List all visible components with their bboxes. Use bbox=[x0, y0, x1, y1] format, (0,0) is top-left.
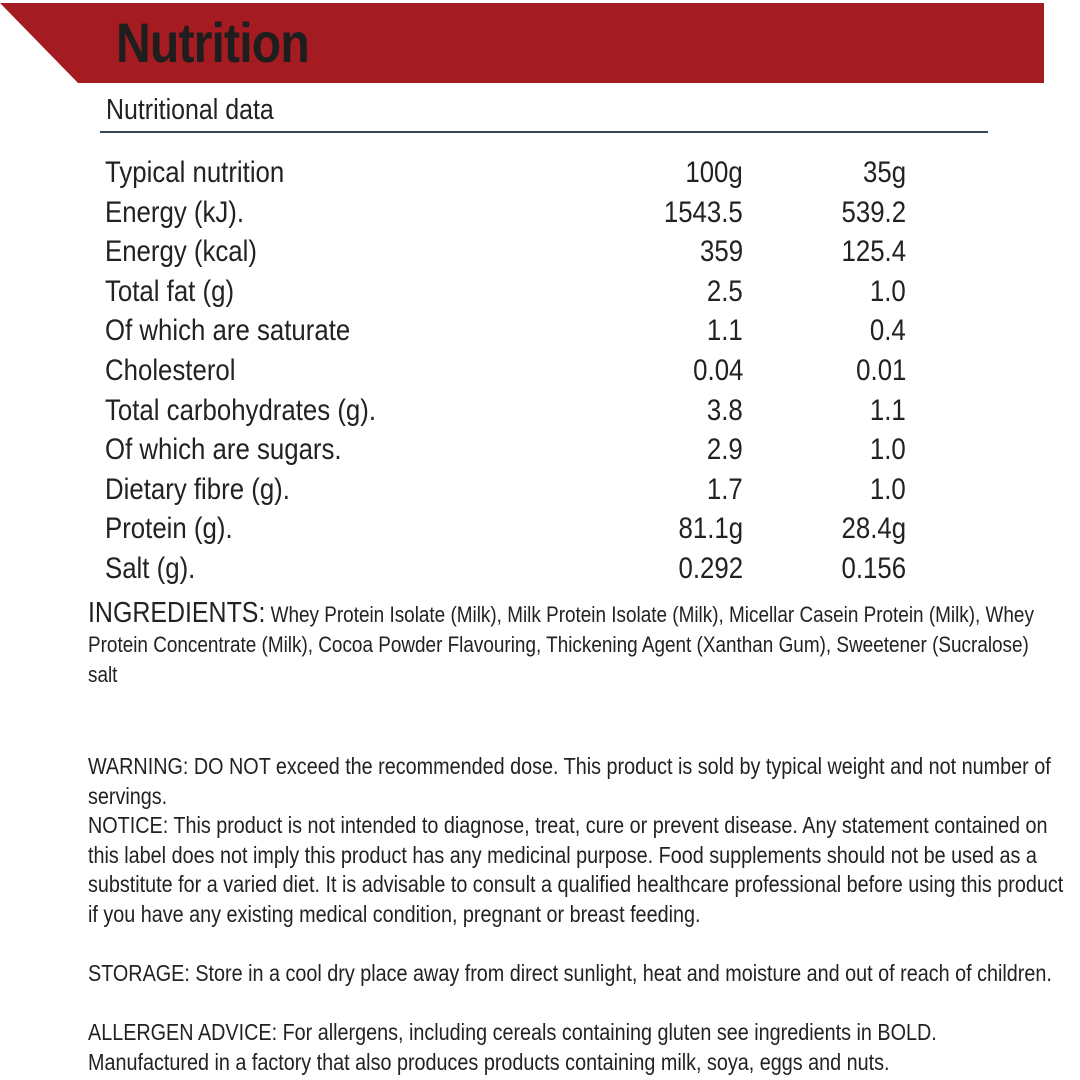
manufactured-text: Manufactured in a factory that also produces products containing milk, soya, eggs and nuts. bbox=[88, 1048, 890, 1075]
value-100g: 3.8 bbox=[707, 393, 743, 427]
table-row bbox=[0, 430, 1080, 470]
table-row bbox=[0, 193, 1080, 233]
ingredients-heading: INGREDIENTS: bbox=[88, 597, 266, 629]
table-header-row bbox=[0, 153, 1080, 193]
nutrient-label: Of which are saturate bbox=[105, 314, 351, 348]
value-100g: 2.5 bbox=[707, 274, 743, 308]
table-row bbox=[0, 470, 1080, 510]
nutrient-label: Total carbohydrates (g). bbox=[105, 393, 377, 427]
nutrient-label: Total fat (g) bbox=[105, 274, 235, 308]
table-row bbox=[0, 311, 1080, 351]
nutrient-label: Of which are sugars. bbox=[105, 433, 342, 467]
table-row bbox=[0, 549, 1080, 589]
nutrient-label: Salt (g). bbox=[105, 551, 196, 585]
page-title: Nutrition bbox=[116, 11, 309, 74]
nutrient-label: Dietary fibre (g). bbox=[105, 472, 290, 506]
value-100g: 0.292 bbox=[678, 551, 743, 585]
table-row bbox=[0, 391, 1080, 431]
table-row bbox=[0, 509, 1080, 549]
nutrient-label: Energy (kJ). bbox=[105, 195, 245, 229]
nutrient-label: Protein (g). bbox=[105, 512, 233, 546]
storage-text: STORAGE: Store in a cool dry place away from direct sunlight, heat and moisture and out of reach of children. bbox=[88, 960, 1052, 987]
value-35g: 0.156 bbox=[841, 551, 906, 585]
value-35g: 0.4 bbox=[870, 314, 906, 348]
value-35g: 0.01 bbox=[855, 353, 906, 387]
section-subtitle: Nutritional data bbox=[106, 94, 274, 126]
value-100g: 2.9 bbox=[707, 433, 743, 467]
nutrition-table bbox=[0, 153, 1080, 589]
notice-text: NOTICE: This product is not intended to diagnose, treat, cure or prevent disease. Any statement contained on this label does not imply this product has any medicinal purpose. Food supplements should not be used as a substitute for a varied diet. It is advisable to consult a qualified healthcare professional before using this product if you have any existing medical condition, pregnant or breast feeding. bbox=[88, 812, 1064, 927]
value-35g: 1.0 bbox=[870, 472, 906, 506]
value-100g: 0.04 bbox=[692, 353, 743, 387]
table-row bbox=[0, 232, 1080, 272]
value-35g: 125.4 bbox=[841, 235, 906, 269]
value-100g: 1.7 bbox=[707, 472, 743, 506]
value-100g: 81.1g bbox=[678, 512, 743, 546]
column-header-nutrient: Typical nutrition bbox=[105, 156, 285, 189]
ingredients-block bbox=[88, 598, 1034, 690]
table-row bbox=[0, 351, 1080, 391]
column-header-35g: 35g bbox=[862, 156, 906, 189]
value-35g: 1.0 bbox=[870, 433, 906, 467]
value-35g: 1.0 bbox=[870, 274, 906, 308]
warning-text: WARNING: DO NOT exceed the recommended dose. This product is sold by typical weight and not number of servings. bbox=[88, 753, 1051, 809]
value-35g: 539.2 bbox=[841, 195, 906, 229]
notes-block bbox=[88, 752, 1068, 1078]
value-100g: 359 bbox=[699, 235, 743, 269]
table-row bbox=[0, 272, 1080, 312]
nutrient-label: Cholesterol bbox=[105, 353, 236, 387]
value-35g: 28.4g bbox=[841, 512, 906, 546]
ingredients-text: Whey Protein Isolate (Milk), Milk Protein Isolate (Milk), Micellar Casein Protein (Milk), Whey Protein Concentrate (Milk), Cocoa Powder Flavouring, Thickening Agent (Xanthan Gum), Sweetener (Sucralose) salt bbox=[88, 602, 1034, 687]
column-header-100g: 100g bbox=[685, 156, 743, 189]
allergen-text: ALLERGEN ADVICE: For allergens, including cereals containing gluten see ingredients in BOLD. bbox=[88, 1019, 937, 1046]
divider bbox=[100, 131, 988, 133]
value-100g: 1.1 bbox=[707, 314, 743, 348]
nutrient-label: Energy (kcal) bbox=[105, 235, 257, 269]
value-35g: 1.1 bbox=[870, 393, 906, 427]
value-100g: 1543.5 bbox=[664, 195, 743, 229]
